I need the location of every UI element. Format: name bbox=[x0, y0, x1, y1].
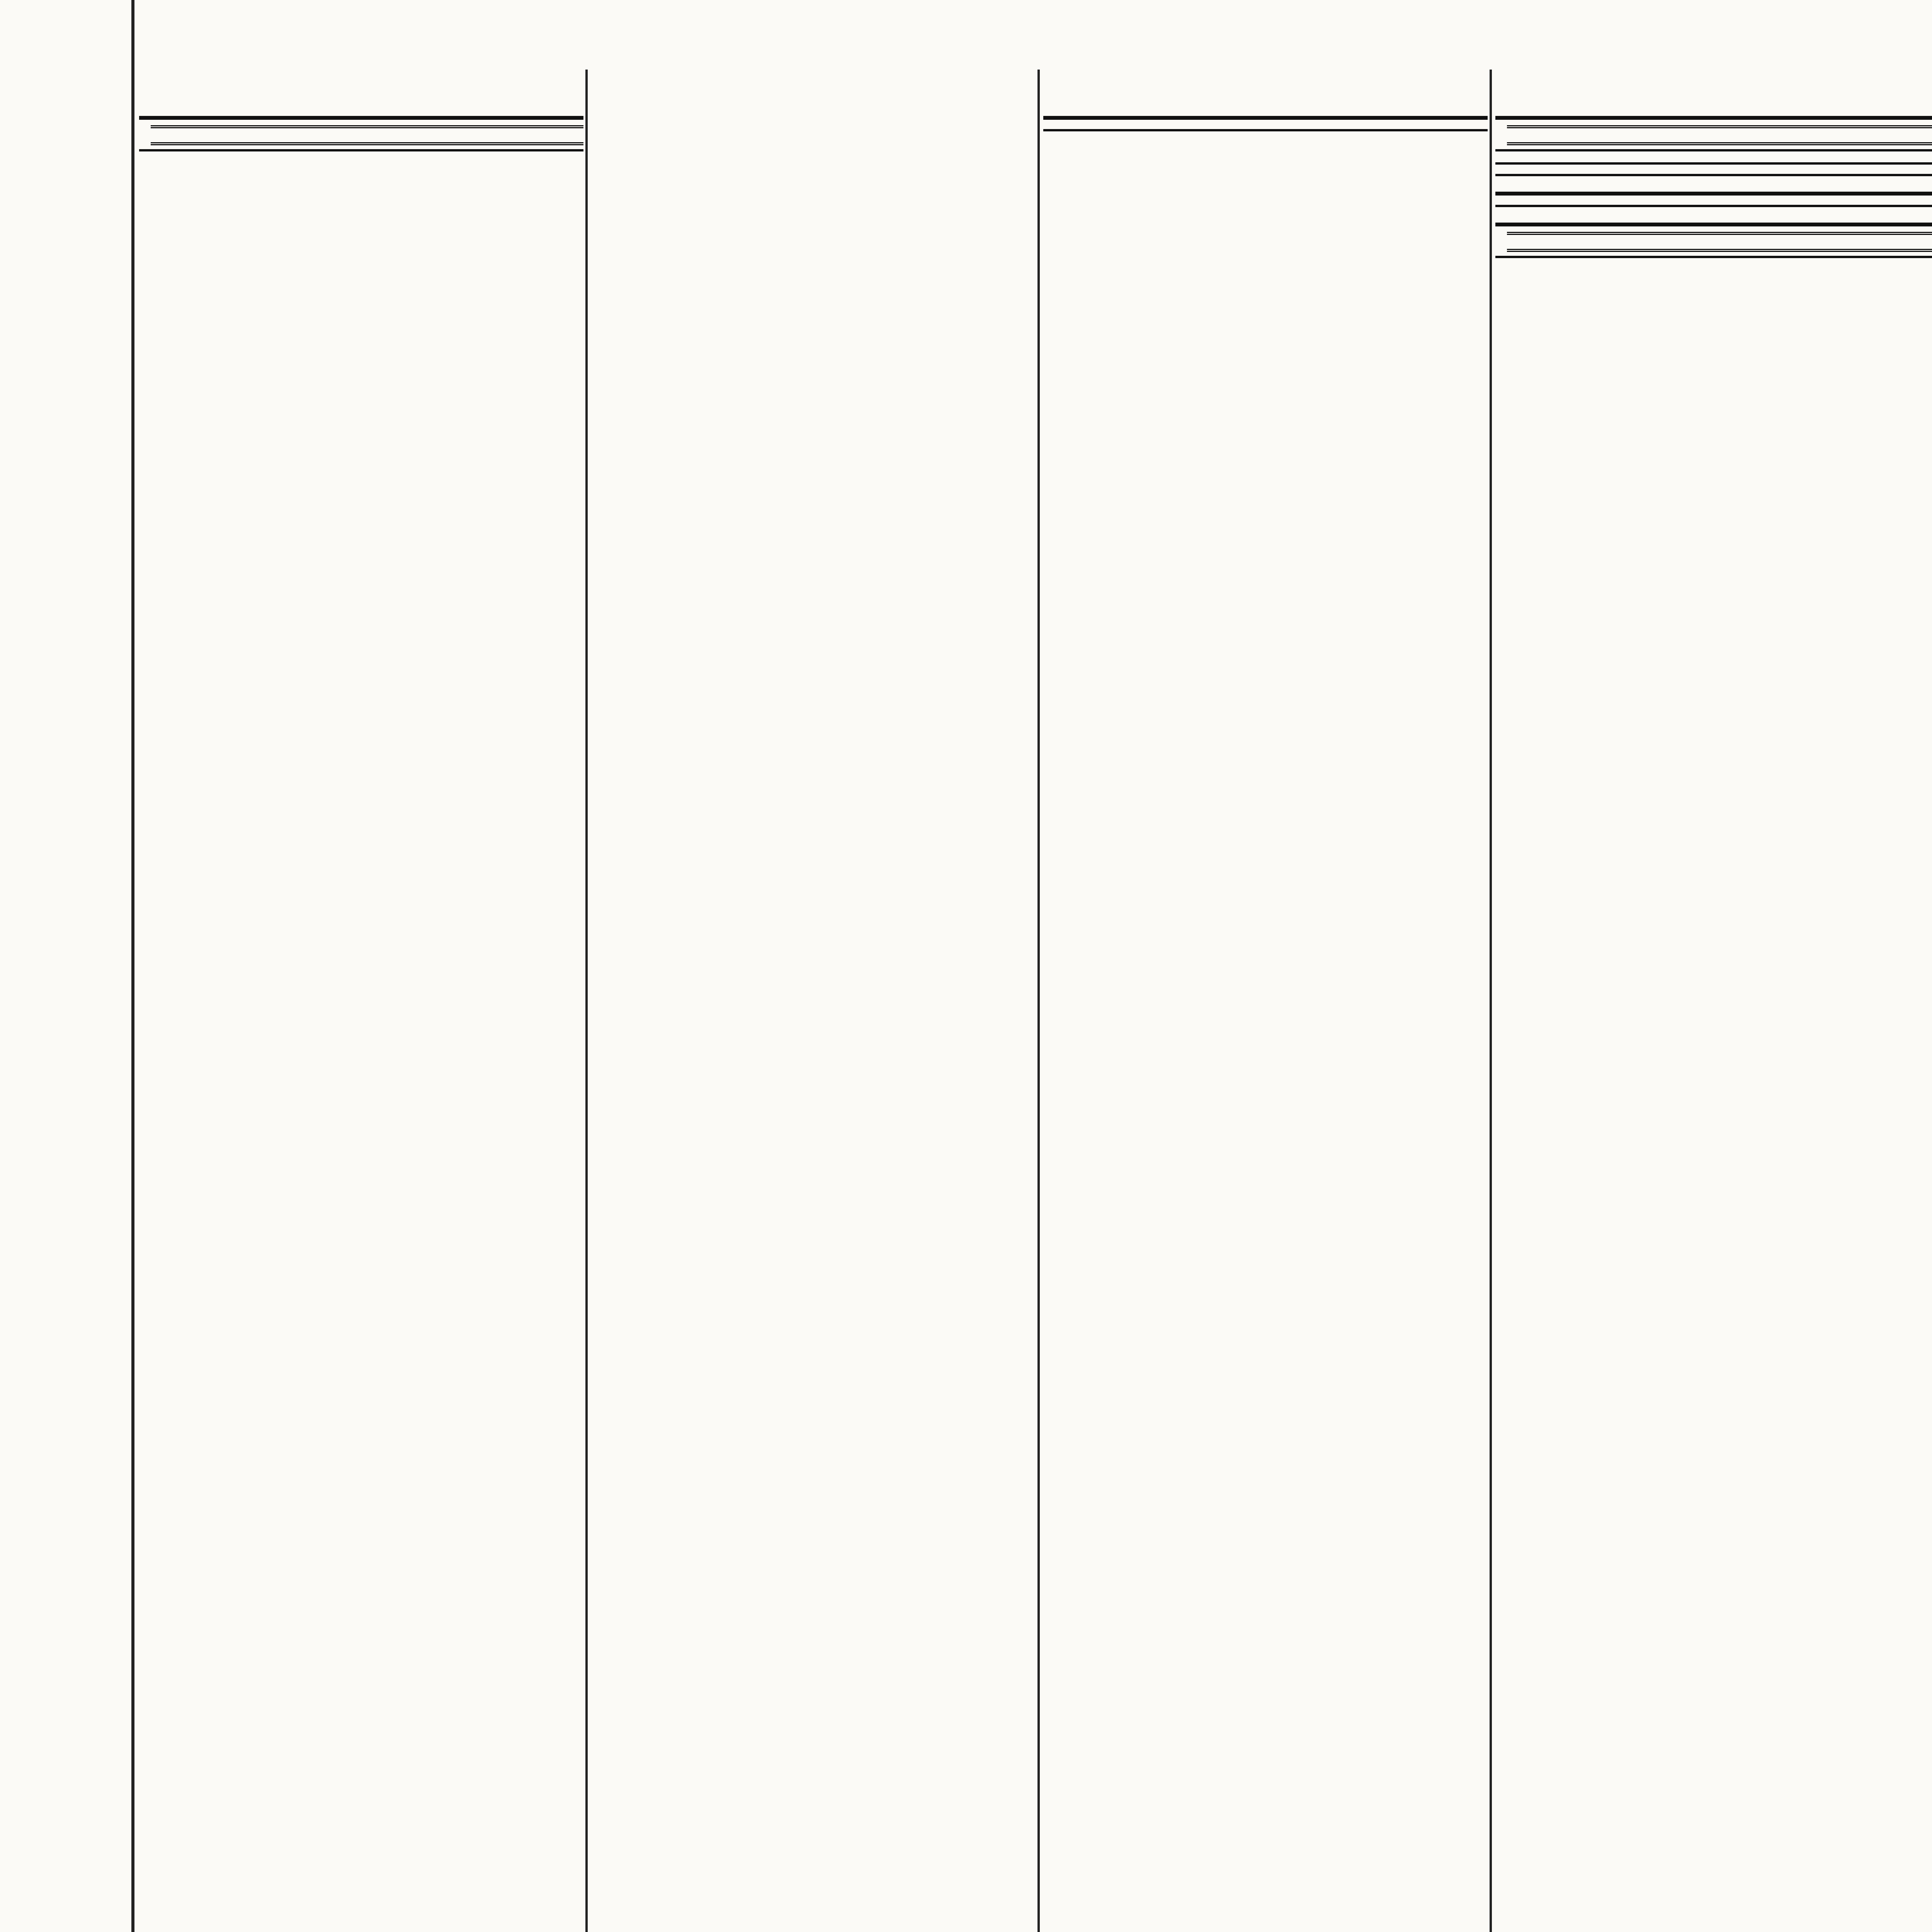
left-page-bleed bbox=[0, 0, 134, 1932]
column-2 bbox=[591, 100, 1036, 1932]
section-header-kolin bbox=[139, 116, 583, 151]
section-header-voices bbox=[1495, 223, 1932, 258]
weather-forecast-box bbox=[1495, 162, 1932, 176]
section-header-sport bbox=[1495, 116, 1932, 151]
column-rule bbox=[585, 70, 588, 1932]
column-4 bbox=[1495, 100, 1932, 1932]
ornament-icon bbox=[1507, 125, 1932, 145]
ornament-icon bbox=[1507, 232, 1932, 252]
section-header-trade bbox=[1495, 192, 1932, 207]
ornament-icon bbox=[151, 125, 583, 145]
column-3 bbox=[1043, 100, 1488, 1932]
section-header-vysocina bbox=[1043, 116, 1488, 131]
column-1 bbox=[139, 100, 583, 1932]
column-rule bbox=[1490, 70, 1492, 1932]
column-rule bbox=[1037, 70, 1040, 1932]
